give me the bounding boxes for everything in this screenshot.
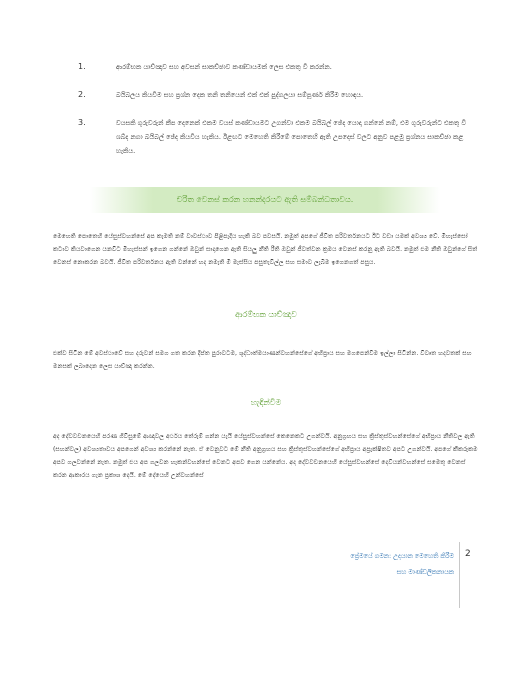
list-text: වයසකි ගුරුවරුන් කීප දෙනෙක් එකම වයස් කණ්ඩායමට උගන්වා එකම බයිබල් ඡේද යොදා ගන්නේ නම්, එම ගුරුවරුන්ට එකතු වී ශබ්ද නගා බයිබල් ඡේද කියවිය හැකිය. ඊළඟට මෙහෙති කිරීමේ පොතෙහි ඇති උපදෙස් වලට අනුව පළමු ප්‍රශ්නය සාකච්ඡා කළ හැකිය. xyxy=(116,119,467,155)
list-item xyxy=(78,60,468,74)
list-item xyxy=(78,88,468,102)
section-heading: ආරම්භක යාච්ඤාව xyxy=(235,310,297,319)
footer-line: ප්‍රේමයේ ගමන: උදයාන මෙහෙති කිරීම xyxy=(350,552,454,560)
footer-title xyxy=(312,548,454,580)
list-text: බයිබලය කියවීම සහ ප්‍රශ්න දෙක තනි තනියෙන් එක් එක් පුද්ගලයා සම්පූර්ණ කිරීම හොඳය. xyxy=(116,91,364,99)
section-body: එක්ව සිටින මේ අවස්ථාවේ සහ දරුවන් සමග ගත කරන දීප්ත පුරාවටම, ශුද්ධාත්මයාණන්වහන්සේගේ අභිප්‍රාය සහ මගපෙන්වීම ඉල්ලා සිටින්න. විවෘත හදවතක් සහ මනසක් ලබාදෙන ලෙස යාච්ඤා කරන්න. xyxy=(53,350,472,370)
footer-divider xyxy=(459,542,460,608)
section-heading: හැඳින්වීම xyxy=(250,398,282,407)
section-body: මෙහෙති පොතෙහි යේසුස්වහන්සේ අප කැමති නම් වාවස්ථාව පිළිපැදිය හැකි බව පවසයි. නමුත් අපගේ ජීවිත පරිවර්තනයට ඊට වඩා යමක් අවශ්‍ය වේ. මීහැස්සෝ කටාව කියවාගෙන යනවිට මීහැස්සන් ඉගෙන ගන්නේ ඔවුන් සාදාගෙන ඇති සියලු නීති රීති ඔවුන් ජීවත්වන ක්‍රමය වෙනස් කරනු ඇති බවයි. නමුත් එම නීති ඔවුන්ගේ සිත් වෙනස් නොකරන බවයි. ජීවිත පරිවර්තනය ඇති වන්නේ හද නමැති මී මැස්සිය පසුතැවිල්ල සහ සමාව ලැබීම ඉගෙනගත් පසුය. xyxy=(53,233,478,266)
section-body: අද දේවවචනයෙහි පරණ ගිවිසුමේ ආඥාවල අර්ථය තේරුම් ගන්න යැයි යේසුස්වහන්සේ කෙනෙකට උගන්වයි. අනුග්‍රහය සහ ක්‍රිස්තුස්වහන්සේගේ අභිප්‍රාය නීතිවල ඇති (සහන්වල) අවශ්‍යතාවය අපගෙන් අවශ්‍ය කරන්නේ නැත. ඒ වෙනුවට මේ නීති අනුග්‍රහය සහ ක්‍රිස්තුස්වහන්සේගේ අභිප්‍රාය අප්‍රැක්ෂිතව අපට උගන්වයි. අපගේ කීකරුකම අපව ගලවන්නේ නැත. නමුත් එය අප ගලවන හැකන්වහන්සේ වෙනට අපව ගෙන යන්නේය. අද දේවවචනයෙහි යේසුස්වහන්සේ දෙවියන්වහන්සේ සමෙතු වෙනස් කරන ආකාරය ගැන ප්‍රකාශ දෙයි. මේ දේයෙහි උන්වහන්සේ xyxy=(53,433,478,479)
list-item xyxy=(78,116,468,158)
list-number: 1. xyxy=(78,62,86,71)
list-number: 3. xyxy=(78,118,86,127)
instruction-list xyxy=(78,60,468,172)
footer-line: සහ මාණ්ඩලිකනායක xyxy=(396,568,454,576)
list-number: 2. xyxy=(78,90,86,99)
list-text: ආරම්භක යාච්ඤාව සහ අවසන් සාකච්ඡාව කණ්ඩායමක් ලෙස එකතු වී කරන්න. xyxy=(116,63,332,71)
section-heading-band: චරිත වෙනස් කරන හනන්දරයට ඇති සම්බන්ධතාවය. xyxy=(90,187,440,213)
page-number: 2 xyxy=(465,549,471,559)
